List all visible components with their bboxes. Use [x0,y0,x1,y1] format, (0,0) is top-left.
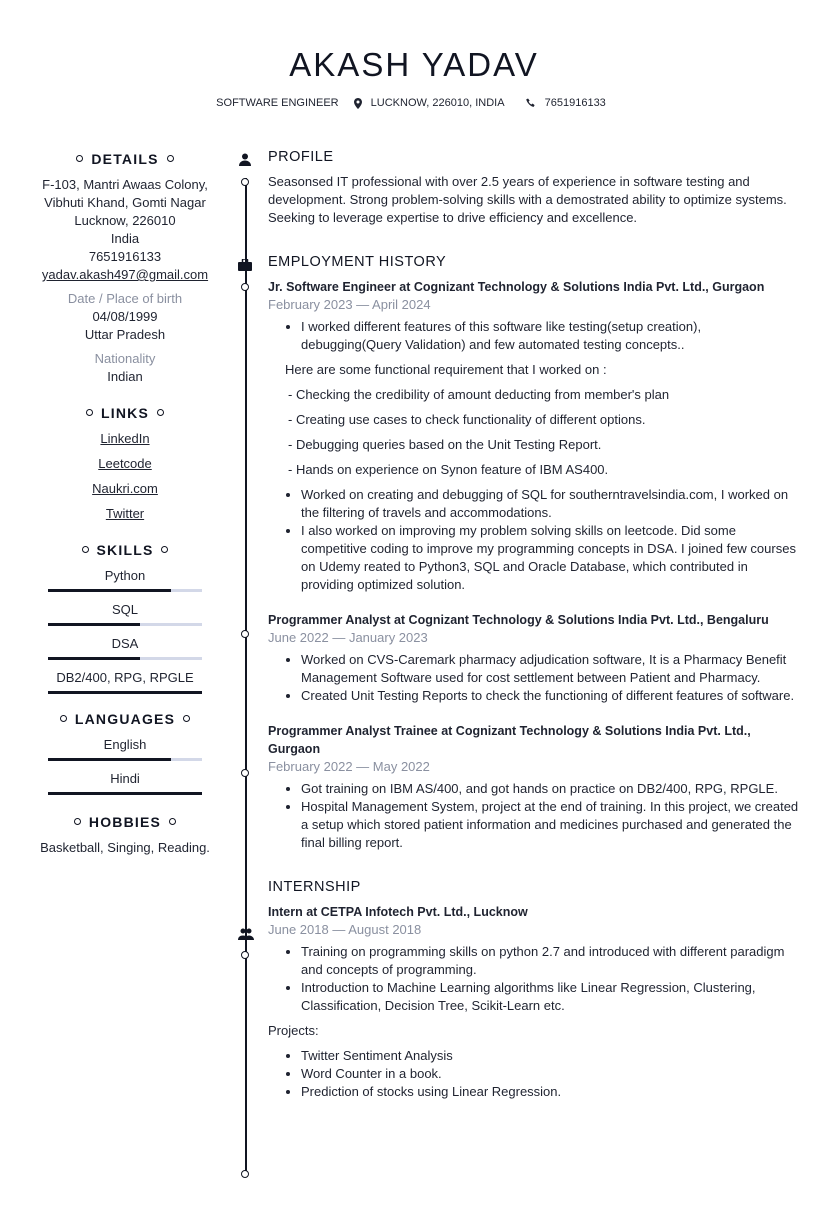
job-requirement: - Checking the credibility of amount deducting from member's plan [288,387,670,402]
skill-item [30,567,220,592]
skill-bar [48,657,202,660]
hobbies-heading: HOBBIES [30,813,220,831]
job-requirement: - Creating use cases to check functionality of different options. [288,412,646,427]
skill-bar [48,691,202,694]
skill-item [30,635,220,660]
skill-bar-fill [48,623,140,626]
job-entry [268,278,803,594]
internship-bullet: • Training on programming skills on python 2.7 and introduced with different paradigm and concepts of programming. [301,943,803,979]
skill-name: DB2/400, RPG, RPGLE [56,670,194,685]
job-bullet: • Worked on creating and debugging of SQL for southerntravelsindia.com, I worked on the filtering of travels and accommodations. [301,486,803,522]
job-bullet: • I worked different features of this software like testing(setup creation), debugging(Query Validation) and few automated testing concepts.. [301,318,803,354]
nationality-label: Nationality [94,351,156,366]
timeline-node [241,283,249,291]
job-title: SOFTWARE ENGINEER [216,97,339,109]
dob-value: 04/08/1999 [92,309,158,324]
address-line: F-103, Mantri Awaas Colony, [42,177,208,192]
birthplace-value: Uttar Pradesh [84,327,166,342]
language-bar-fill [48,758,171,761]
hobbies-text: Basketball, Singing, Reading. [40,840,210,855]
details-heading: DETAILS [30,150,220,168]
resume-name: AKASH YADAV [289,46,539,83]
skill-name: SQL [111,602,138,617]
skill-item [30,601,220,626]
internship-bullet: • Introduction to Machine Learning algorithms like Linear Regression, Clustering, Classification, Decision Tree, Scikit-Learn etc. [301,979,803,1015]
skill-name: DSA [111,636,139,651]
language-item [30,736,220,761]
dob-label: Date / Place of birth [67,291,183,306]
sidebar [30,150,220,857]
job-requirement: - Debugging queries based on the Unit Testing Report. [288,437,602,452]
job-requirement: - Hands on experience on Synon feature of IBM AS400. [288,462,609,477]
timeline-node [241,769,249,777]
job-entry [268,722,803,852]
link-naukri[interactable]: Naukri.com [92,481,158,496]
project-item: • Prediction of stocks using Linear Regression. [301,1083,803,1101]
address-line: Lucknow, 226010 [74,213,176,228]
job-bullet: • Created Unit Testing Reports to check the functioning of different features of software. [301,687,803,705]
language-bar [48,758,202,761]
timeline-node [241,178,249,186]
job-entry [268,611,803,705]
projects-label: Projects: [268,1023,319,1038]
phone [526,97,612,109]
contact-line [0,97,828,109]
timeline-node [241,951,249,959]
language-name: English [103,737,147,752]
languages-heading: LANGUAGES [30,710,220,728]
job-bullet: • I also worked on improving my problem solving skills on leetcode. Did some competitive coding to improve my programming concepts in DSA. I joined few courses on Udemy reated to Python3, SQL and Oracle Database, which contributed in providing optimized solution. [301,522,803,594]
language-bar [48,792,202,795]
address-line: Vibhuti Khand, Gomti Nagar [44,195,206,210]
job-bullet: • Worked on CVS-Caremark pharmacy adjudication software, It is a Pharmacy Benefit Management Software used for cost settlement between Patient and Pharmacy. [301,651,803,687]
job-intro: Here are some functional requirement that I worked on : [285,362,607,377]
link-leetcode[interactable]: Leetcode [98,456,152,471]
job-title: Programmer Analyst at Cognizant Technology & Solutions India Pvt. Ltd., Bengaluru [268,613,769,627]
main-content [268,148,803,1101]
location [354,97,514,109]
nationality-value: Indian [107,369,143,384]
timeline-line [245,178,247,1173]
skill-name: Python [104,568,146,583]
employment-heading: EMPLOYMENT HISTORY [268,254,447,270]
job-title: Programmer Analyst Trainee at Cognizant Technology & Solutions India Pvt. Ltd., Gurgaon [268,724,751,756]
job-dates: June 2022 — January 2023 [268,630,428,645]
internship-entry [268,903,803,1101]
skills-heading: SKILLS [30,541,220,559]
phone-icon [526,98,536,108]
skill-bar-fill [48,589,171,592]
email-link[interactable]: yadav.akash497@gmail.com [41,267,209,282]
internship-heading: INTERNSHIP [268,879,361,895]
details-phone: 7651916133 [88,249,162,264]
timeline-node [241,1170,249,1178]
profile-heading: PROFILE [268,149,334,165]
language-name: Hindi [110,771,140,786]
link-twitter[interactable]: Twitter [105,506,145,521]
job-dates: February 2022 — May 2022 [268,759,430,774]
internship-dates: June 2018 — August 2018 [268,922,422,937]
location-text: LUCKNOW, 226010, INDIA [370,97,505,109]
links-heading: LINKS [30,404,220,422]
skill-item [30,669,220,694]
profile-text: Seasonsed IT professional with over 2.5 years of experience in software testing and development. Strong problem-solving skills with a demostrated ability to optimize systems. Seeking to leverage expertise to drive efficiency and excellence. [268,174,787,225]
phone-text: 7651916133 [544,97,606,109]
timeline-node [241,630,249,638]
project-item: • Word Counter in a book. [301,1065,803,1083]
skill-bar [48,623,202,626]
briefcase-icon [238,259,252,271]
person-icon [238,153,252,166]
location-pin-icon [354,98,362,109]
job-title: Jr. Software Engineer at Cognizant Technology & Solutions India Pvt. Ltd., Gurgaon [268,280,765,294]
skill-bar-fill [48,657,140,660]
group-icon [238,928,254,940]
internship-title: Intern at CETPA Infotech Pvt. Ltd., Lucknow [268,905,528,919]
language-item [30,770,220,795]
skill-bar [48,589,202,592]
link-linkedin[interactable]: LinkedIn [100,431,150,446]
address-line: India [110,231,140,246]
job-bullet: • Hospital Management System, project at the end of training. In this project, we created a setup which stored patient information and medicines purchased and generated the final billing report. [301,798,803,852]
language-bar-fill [48,792,202,795]
job-bullet: • Got training on IBM AS/400, and got hands on practice on DB2/400, RPG, RPGLE. [301,780,803,798]
project-item: • Twitter Sentiment Analysis [301,1047,803,1065]
job-dates: February 2023 — April 2024 [268,297,431,312]
skill-bar-fill [48,691,202,694]
